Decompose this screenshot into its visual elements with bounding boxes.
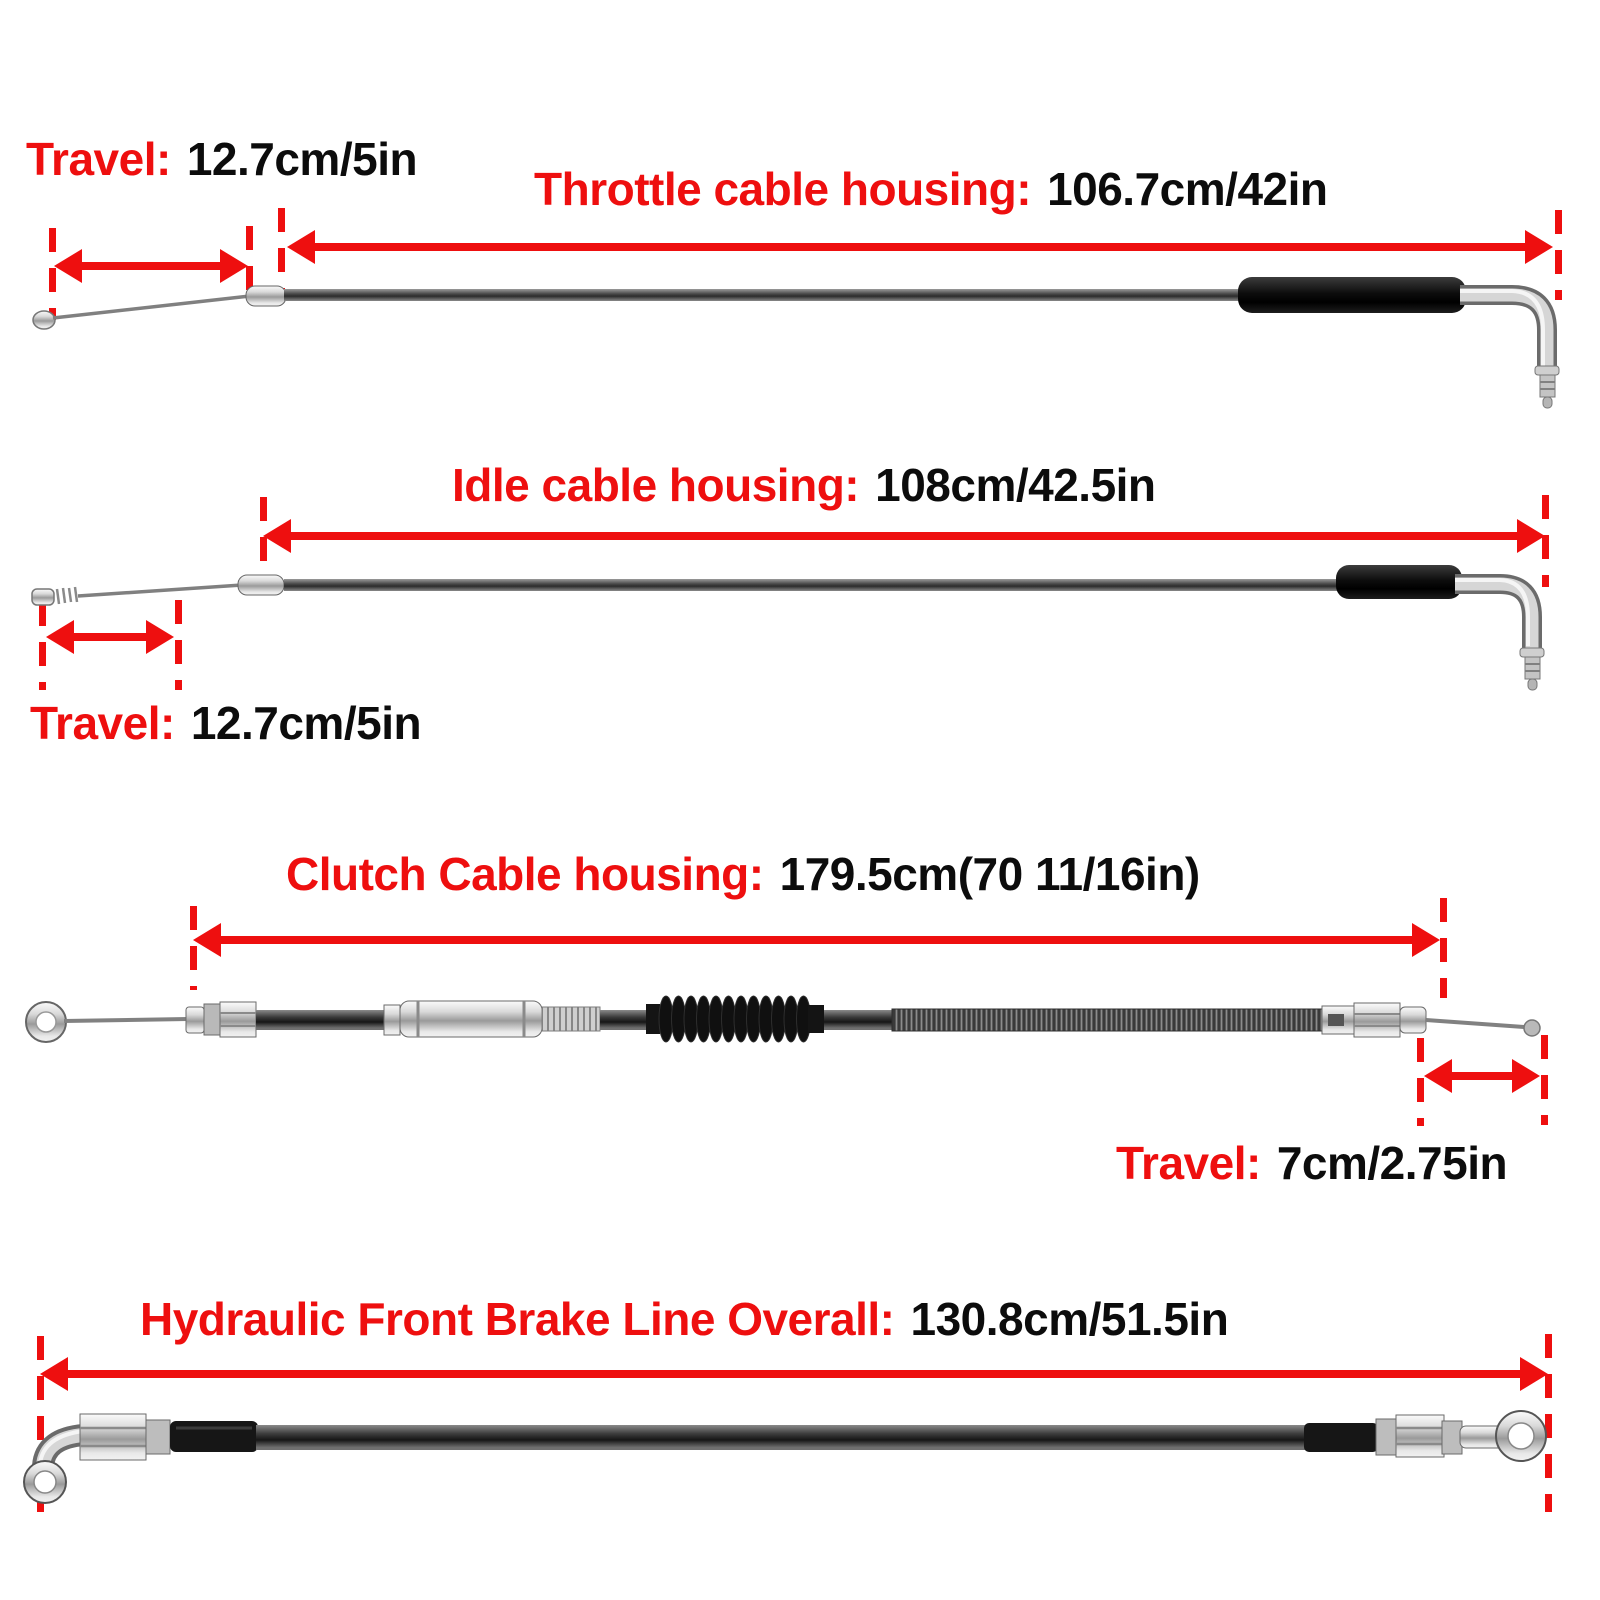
clutch-coil-section	[892, 1009, 1322, 1031]
brake-banjo-elbow-left	[24, 1431, 84, 1503]
clutch-housing-key: Clutch Cable housing:	[286, 848, 764, 900]
throttle-travel-label	[26, 134, 417, 185]
throttle-inner-wire-end	[33, 296, 250, 329]
brake-banjo-eyelet-right	[1496, 1411, 1546, 1461]
throttle-housing-arrow	[315, 243, 1525, 251]
idle-travel-value: 12.7cm/5in	[190, 697, 422, 749]
throttle-cable-illustration	[0, 270, 1600, 420]
idle-travel-label	[30, 698, 421, 749]
brake-left-fittings	[80, 1414, 258, 1460]
clutch-adjuster-assembly	[186, 1001, 646, 1037]
brake-overall-arrow	[68, 1370, 1520, 1378]
idle-housing-braid	[284, 579, 1342, 591]
brake-right-fittings	[1304, 1415, 1504, 1457]
throttle-travel-key: Travel:	[26, 133, 171, 185]
clutch-lower-fitting	[1322, 1003, 1540, 1037]
throttle-travel-value: 12.7cm/5in	[186, 133, 418, 185]
throttle-travel-arrow	[82, 262, 220, 270]
idle-housing-label	[452, 460, 1156, 511]
clutch-eyelet-end	[26, 1002, 188, 1042]
idle-inner-wire-end	[32, 585, 242, 605]
brake-overall-label	[140, 1294, 1228, 1345]
clutch-travel-key: Travel:	[1116, 1137, 1261, 1189]
throttle-housing-label	[534, 164, 1327, 215]
clutch-housing-braid	[824, 1010, 892, 1030]
clutch-travel-label	[1116, 1138, 1507, 1189]
idle-rubber-sleeve	[1336, 565, 1462, 599]
idle-housing-key: Idle cable housing:	[452, 459, 860, 511]
throttle-housing-value: 106.7cm/42in	[1047, 163, 1328, 215]
throttle-housing-braid	[284, 289, 1242, 301]
throttle-rubber-sleeve	[1238, 277, 1466, 313]
brake-overall-key: Hydraulic Front Brake Line Overall:	[140, 1293, 895, 1345]
idle-cable-illustration	[0, 555, 1600, 715]
clutch-housing-value: 179.5cm(70 11/16in)	[779, 848, 1200, 900]
throttle-ferrule	[246, 286, 286, 306]
idle-housing-value: 108cm/42.5in	[875, 459, 1156, 511]
brake-line-illustration	[0, 1390, 1600, 1550]
brake-hose-braid	[256, 1425, 1308, 1450]
idle-housing-arrow	[291, 532, 1517, 540]
idle-travel-key: Travel:	[30, 697, 175, 749]
clutch-housing-arrow	[221, 936, 1412, 944]
clutch-housing-label	[286, 849, 1200, 900]
brake-overall-value: 130.8cm/51.5in	[910, 1293, 1229, 1345]
clutch-bellows-boot	[646, 996, 824, 1042]
throttle-elbow-fitting	[1460, 291, 1559, 408]
idle-ferrule	[238, 575, 284, 595]
clutch-travel-value: 7cm/2.75in	[1276, 1137, 1508, 1189]
throttle-housing-key: Throttle cable housing:	[534, 163, 1032, 215]
clutch-cable-illustration	[0, 960, 1600, 1100]
idle-elbow-fitting	[1455, 580, 1544, 690]
